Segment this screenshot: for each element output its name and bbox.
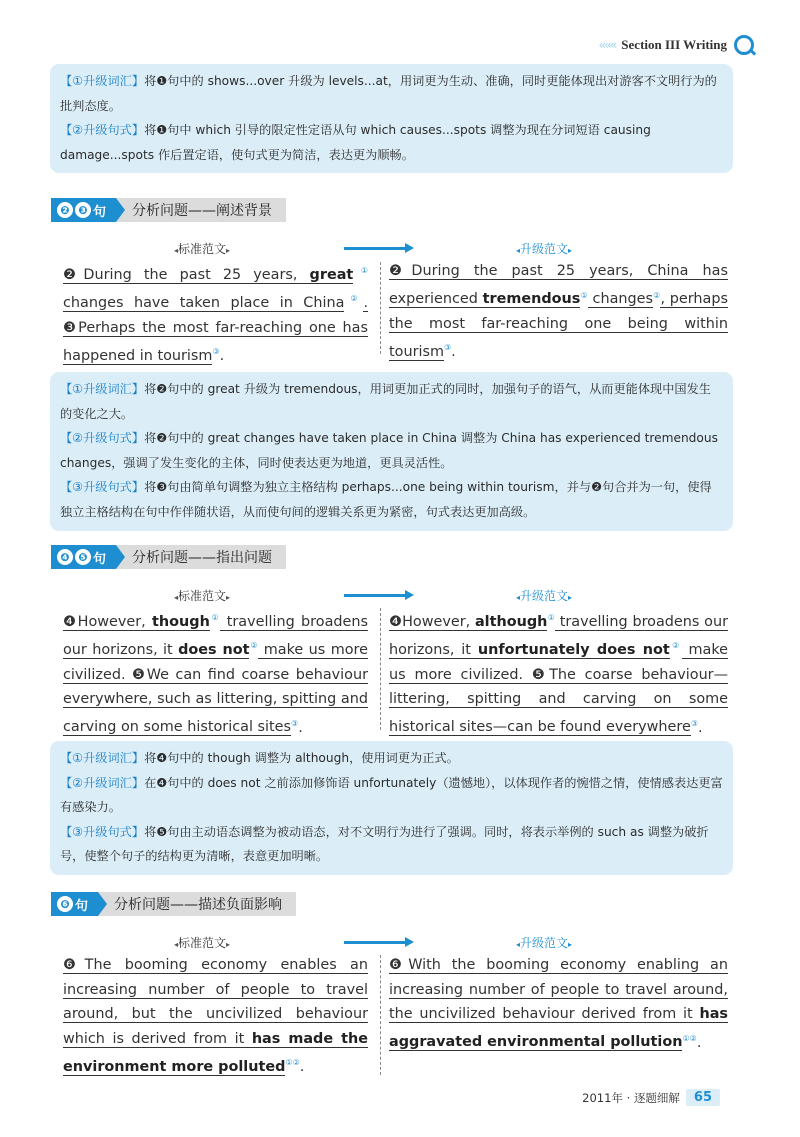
footnote-marker: ③: [291, 718, 299, 728]
badge-suffix: 句: [75, 898, 89, 914]
highlight-phrase: [475, 614, 547, 631]
arrow-right-icon: [344, 594, 406, 597]
triangle-right-icon: ▸: [568, 593, 573, 602]
triangle-left-icon: ◂: [174, 246, 179, 255]
segment-text: tremendous: [482, 291, 581, 308]
note-box-2: [50, 372, 733, 531]
note-text: 将❹句中的 though 调整为 although，使用词更为正式。: [144, 751, 459, 765]
segment-text: ❷During the past 25 years, China has experienced: [389, 263, 728, 308]
highlight-phrase: [310, 267, 354, 284]
arrows-decoration-icon: ‹‹‹‹‹‹: [598, 38, 616, 52]
column-divider: [380, 262, 381, 354]
column-divider: [380, 608, 381, 730]
note-text: 将❸句由简单句调整为独立主格结构 perhaps...one being within tourism，并与❷句合并为一句，使得独立主格结构在句中作伴随状语，从而使句间的逻辑关系更为紧密，句式表达更加高级。: [60, 480, 712, 519]
triangle-left-icon: ◂: [516, 593, 521, 602]
note-box-1: [50, 64, 733, 173]
badge-suffix: 句: [93, 204, 107, 220]
label-text: 升级范文: [520, 589, 569, 603]
segment-text: .: [299, 1058, 305, 1075]
text-segment: [63, 295, 344, 312]
footnote-marker: ②: [344, 294, 364, 304]
badge-suffix: 句: [93, 551, 107, 567]
standard-label: [174, 934, 230, 951]
sentence-number: ❺: [75, 549, 91, 565]
triangle-left-icon: ◂: [174, 940, 179, 949]
arrow-right-icon: [344, 941, 406, 944]
segment-text: ❹However,: [389, 613, 475, 630]
highlight-phrase: [178, 642, 249, 659]
note-line: [60, 820, 723, 869]
label-text: 标准范文: [178, 242, 227, 256]
section-badge: [51, 545, 116, 569]
sentence-number: ❹: [57, 549, 73, 565]
segment-text: does not: [178, 642, 250, 659]
text-segment: [697, 1034, 702, 1050]
text-segment: [300, 1059, 305, 1075]
segment-text: changes have taken place in China: [63, 295, 345, 312]
sentence-number: ❸: [75, 202, 91, 218]
section-badge: [51, 198, 116, 222]
section-heading-1: [51, 198, 286, 222]
footnote-marker: ①②: [682, 1033, 697, 1043]
note-line: [60, 118, 723, 167]
segment-text: has made the environment more polluted: [63, 1030, 368, 1075]
text-segment: [389, 614, 475, 631]
text-segment: [63, 267, 310, 284]
upgraded-text-1: [389, 259, 728, 365]
section-heading-3: [51, 892, 296, 916]
note-tag: 【②升级词汇】: [60, 775, 145, 790]
label-text: 升级范文: [520, 936, 569, 950]
segment-text: . ❸Perhaps the most far-reaching one has happened in tourism: [63, 295, 369, 364]
triangle-left-icon: ◂: [516, 246, 521, 255]
note-tag: 【①升级词汇】: [60, 382, 145, 396]
triangle-left-icon: ◂: [174, 593, 179, 602]
footnote-marker: ③: [444, 343, 452, 353]
page-number: 65: [686, 1089, 720, 1106]
text-segment: [389, 957, 728, 1023]
column-divider: [380, 955, 381, 1075]
footnote-marker: ①: [353, 266, 369, 275]
upgraded-label: [516, 240, 572, 257]
note-line: [60, 475, 723, 524]
note-text: 将❷句中的 great changes have taken place in China 调整为 China has experienced tremendous changes，强调了发生变化的主体，同时使表达更为地道，更具灵活性。: [60, 431, 718, 470]
triangle-right-icon: ▸: [568, 940, 573, 949]
segment-text: changes: [587, 291, 654, 308]
segment-text: , perhaps the most far-reaching one being within tourism: [389, 291, 729, 361]
note-line: [60, 771, 723, 820]
footnote-marker: ②: [669, 641, 682, 651]
note-tag: 【②升级句式】: [60, 123, 145, 137]
label-text: 标准范文: [178, 589, 227, 603]
note-tag: 【③升级句式】: [60, 480, 145, 494]
segment-text: make us more civilized. ❺We can find coarse behaviour everywhere, such as littering, spitting and carving on some historical sites: [63, 642, 368, 736]
page-footer: [582, 1089, 720, 1106]
highlight-phrase: [478, 642, 670, 659]
section-heading-2: [51, 545, 286, 569]
standard-text-3: [63, 953, 368, 1079]
footnote-marker: ①: [547, 613, 555, 622]
note-text: 将❺句由主动语态调整为被动语态，对不文明行为进行了强调。同时，将表示举例的 such as 调整为破折号，使整个句子的结构更为清晰，表意更加明晰。: [60, 824, 709, 863]
segment-text: ❻The booming economy enables an increasing number of people to travel around, but the uncivilized behaviour which is derived from it: [63, 957, 368, 1047]
upgraded-label: [516, 587, 572, 604]
standard-label: [174, 587, 230, 604]
note-text: 将❶句中的 shows...over 升级为 levels...at，用词更为生动、准确，同时更能体现出对游客不文明行为的批判态度。: [60, 74, 717, 113]
footnote-marker: ③: [212, 347, 220, 357]
triangle-right-icon: ▸: [226, 940, 231, 949]
segment-text: unfortunately does not: [477, 642, 670, 659]
footnote-marker: ①: [209, 613, 221, 622]
footnote-marker: ③: [690, 718, 698, 728]
note-tag: 【①升级词汇】: [60, 74, 145, 88]
note-line: [60, 377, 723, 426]
text-segment: [588, 291, 653, 308]
note-text: 在❹句中的 does not 之前添加修饰语 unfortunately（遗憾地），以体现作者的惋惜之情，使情感表达更富有感染力。: [60, 775, 723, 814]
note-tag: 【②升级句式】: [60, 431, 145, 445]
note-text: 将❷句中的 great 升级为 tremendous，用词更加正式的同时，加强句子的语气，从而更能体现中国发生的变化之大。: [60, 382, 711, 421]
segment-text: travelling broadens our horizons, it: [389, 613, 728, 659]
page-header: [599, 34, 755, 56]
note-tag: 【③升级句式】: [60, 824, 145, 839]
segment-text: travelling broadens our horizons, it: [63, 613, 368, 659]
segment-text: ❹However,: [63, 613, 153, 630]
search-icon: [734, 35, 754, 55]
section-title: 分析问题——描述负面影响: [98, 892, 296, 916]
highlight-phrase: [483, 291, 581, 308]
standard-text-1: [63, 259, 368, 368]
triangle-right-icon: ▸: [568, 246, 573, 255]
arrow-right-icon: [344, 247, 406, 250]
note-tag: 【①升级词汇】: [60, 751, 145, 765]
segment-text: .: [451, 344, 456, 361]
segment-text: has aggravated environmental pollution: [389, 1006, 728, 1051]
upgraded-label: [516, 934, 572, 951]
segment-text: .: [696, 1034, 702, 1051]
triangle-right-icon: ▸: [226, 246, 231, 255]
segment-text: although: [474, 613, 548, 630]
section-badge: [51, 892, 98, 916]
sentence-number: ❻: [57, 896, 73, 912]
section-title: 分析问题——阐述背景: [116, 198, 286, 222]
segment-text: .: [298, 719, 303, 736]
segment-text: though: [152, 613, 210, 630]
highlight-phrase: [152, 614, 210, 631]
label-text: 标准范文: [178, 936, 227, 950]
note-line: [60, 426, 723, 475]
note-box-3: [50, 741, 733, 875]
segment-text: make us more civilized. ❺The coarse behaviour—littering, spitting and carving on some historical sites—can be found everywhere: [389, 642, 728, 736]
label-text: 升级范文: [520, 242, 569, 256]
note-line: [60, 746, 723, 771]
note-text: 将❶句中 which 引导的限定性定语从句 which causes...spots 调整为现在分词短语 causing damage...spots 作后置定语，使句式更为简洁，表达更为顺畅。: [60, 123, 651, 162]
section-title: Section III Writing: [621, 37, 727, 52]
segment-text: ❷During the past 25 years,: [63, 266, 310, 283]
text-segment: [63, 614, 152, 631]
section-title: 分析问题——指出问题: [116, 545, 286, 569]
footnote-marker: ①: [580, 290, 588, 300]
text-segment: [220, 348, 225, 364]
triangle-right-icon: ▸: [226, 593, 231, 602]
footnote-marker: ②: [653, 290, 661, 300]
footnote-marker: ②: [249, 641, 259, 651]
upgraded-text-3: [389, 953, 728, 1055]
segment-text: ❻With the booming economy enabling an increasing number of people to travel around, the uncivilized behaviour derived from it: [389, 957, 728, 1022]
segment-text: .: [698, 719, 703, 736]
note-line: [60, 69, 723, 118]
segment-text: great: [309, 266, 354, 283]
text-segment: [451, 344, 456, 360]
standard-label: [174, 240, 230, 257]
standard-text-2: [63, 606, 368, 740]
triangle-left-icon: ◂: [516, 940, 521, 949]
text-segment: [698, 719, 703, 735]
footnote-marker: ①②: [285, 1058, 300, 1067]
upgraded-text-2: [389, 606, 728, 740]
footer-text: 2011年 · 逐题细解: [582, 1090, 680, 1105]
sentence-number: ❷: [57, 202, 73, 218]
segment-text: .: [219, 347, 225, 364]
text-segment: [298, 719, 303, 735]
